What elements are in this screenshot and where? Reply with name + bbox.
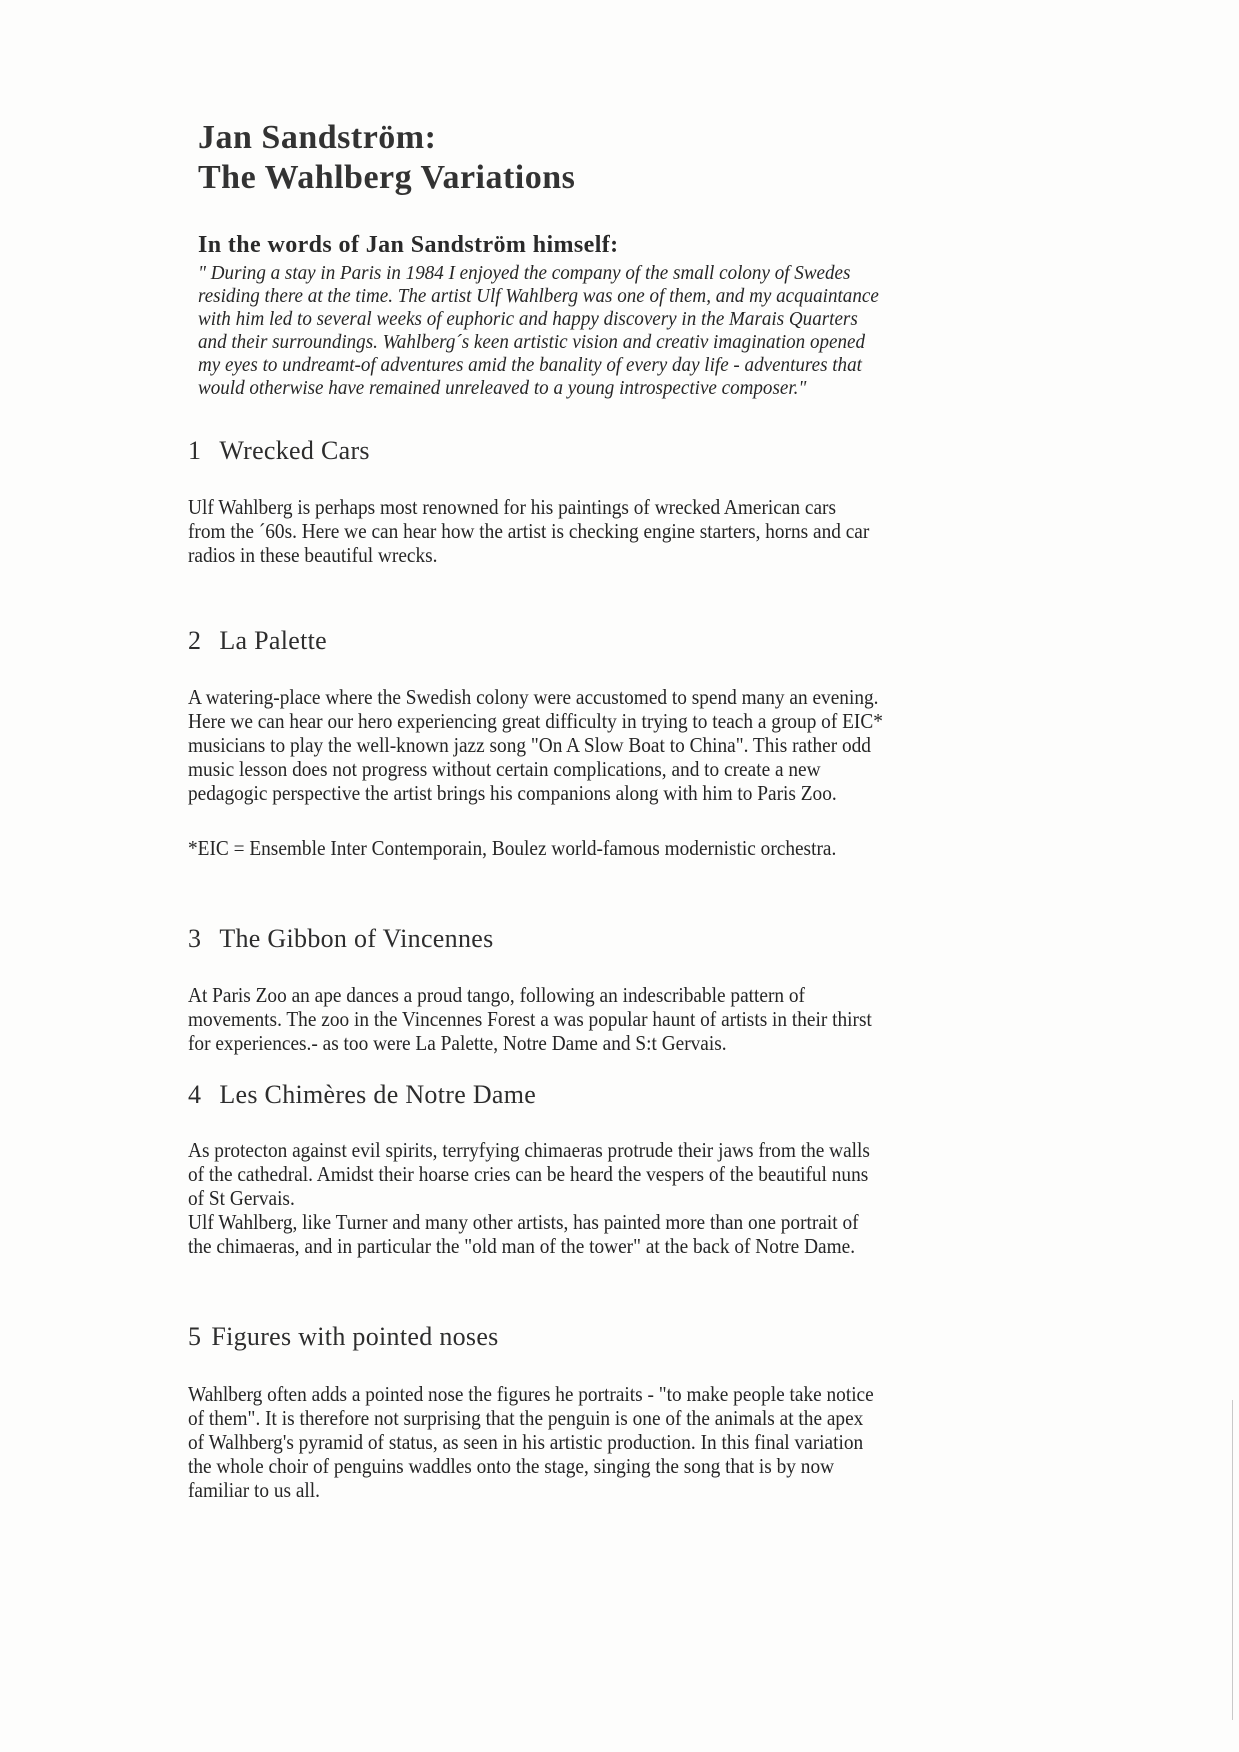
section-1-body [188,495,1016,567]
section-title: The Gibbon of Vincennes [219,924,494,953]
document-title [198,118,575,198]
section-4-body [188,1138,1016,1258]
section-2-heading [188,626,327,656]
body-line: Ulf Wahlberg, like Turner and many other artists, has painted more than one portrait of [188,1210,859,1234]
quote-line: would otherwise have remained unreleaved to a young introspective composer." [198,377,807,399]
section-number: 5 [188,1322,202,1351]
body-line: of Walhberg's pyramid of status, as seen in his artistic production. In this final variation [188,1430,864,1454]
body-line: Here we can hear our hero experiencing great difficulty in trying to teach a group of EIC* [188,709,883,733]
body-line: familiar to us all. [188,1478,320,1502]
section-2-body [188,685,1016,805]
title-line-2: The Wahlberg Variations [198,159,576,196]
section-3-heading [188,924,494,954]
section-number: 3 [188,924,202,953]
body-line: the whole choir of penguins waddles onto the stage, singing the song that is by now [188,1454,835,1478]
section-number: 2 [188,626,202,655]
body-line: Ulf Wahlberg is perhaps most renowned for his paintings of wrecked American cars [188,495,836,519]
intro-heading: In the words of Jan Sandström himself: [198,232,619,258]
scan-edge-line [1232,1400,1233,1720]
body-line: musicians to play the well-known jazz song "On A Slow Boat to China". This rather odd [188,733,871,757]
quote-line: with him led to several weeks of euphoric and happy discovery in the Marais Quarters [198,308,858,330]
section-number: 4 [188,1080,202,1109]
body-line: A watering-place where the Swedish colony were accustomed to spend many an evening. [188,685,879,709]
title-line-1: Jan Sandström: [198,119,437,156]
quote-line: residing there at the time. The artist Ulf Wahlberg was one of them, and my acquaintance [198,285,879,307]
section-1-heading [188,436,370,466]
intro-quote [198,262,1016,400]
section-4-heading [188,1080,536,1110]
body-line: for experiences.- as too were La Palette, Notre Dame and S:t Gervais. [188,1031,727,1055]
body-line: the chimaeras, and in particular the "old man of the tower" at the back of Notre Dame. [188,1234,856,1258]
body-line: music lesson does not progress without certain complications, and to create a new [188,757,821,781]
quote-line: " During a stay in Paris in 1984 I enjoyed the company of the small colony of Swedes [198,262,851,284]
section-2-footnote [188,836,1016,860]
quote-line: and their surroundings. Wahlberg´s keen artistic vision and creativ imagination opened [198,331,866,353]
body-line: of the cathedral. Amidst their hoarse cries can be heard the vespers of the beautiful nuns [188,1162,869,1186]
section-3-body [188,983,1016,1055]
body-line: At Paris Zoo an ape dances a proud tango, following an indescribable pattern of [188,983,805,1007]
body-line: radios in these beautiful wrecks. [188,543,438,567]
body-line: Wahlberg often adds a pointed nose the figures he portraits - "to make people take notice [188,1382,874,1406]
footnote-line: *EIC = Ensemble Inter Contemporain, Boulez world-famous modernistic orchestra. [188,836,837,860]
section-title: Les Chimères de Notre Dame [219,1080,537,1109]
body-line: As protecton against evil spirits, terryfying chimaeras protrude their jaws from the walls [188,1138,870,1162]
section-title: Figures with pointed noses [211,1322,499,1351]
section-title: La Palette [219,626,327,655]
section-5-body [188,1382,1016,1502]
body-line: of St Gervais. [188,1186,295,1210]
section-title: Wrecked Cars [219,436,370,465]
section-5-heading [188,1322,499,1352]
body-line: movements. The zoo in the Vincennes Forest a was popular haunt of artists in their thirst [188,1007,872,1031]
section-number: 1 [188,436,202,465]
quote-line: my eyes to undreamt-of adventures amid the banality of every day life - adventures that [198,354,862,376]
body-line: pedagogic perspective the artist brings his companions along with him to Paris Zoo. [188,781,837,805]
body-line: of them". It is therefore not surprising that the penguin is one of the animals at the apex [188,1406,864,1430]
body-line: from the ´60s. Here we can hear how the artist is checking engine starters, horns and car [188,519,870,543]
